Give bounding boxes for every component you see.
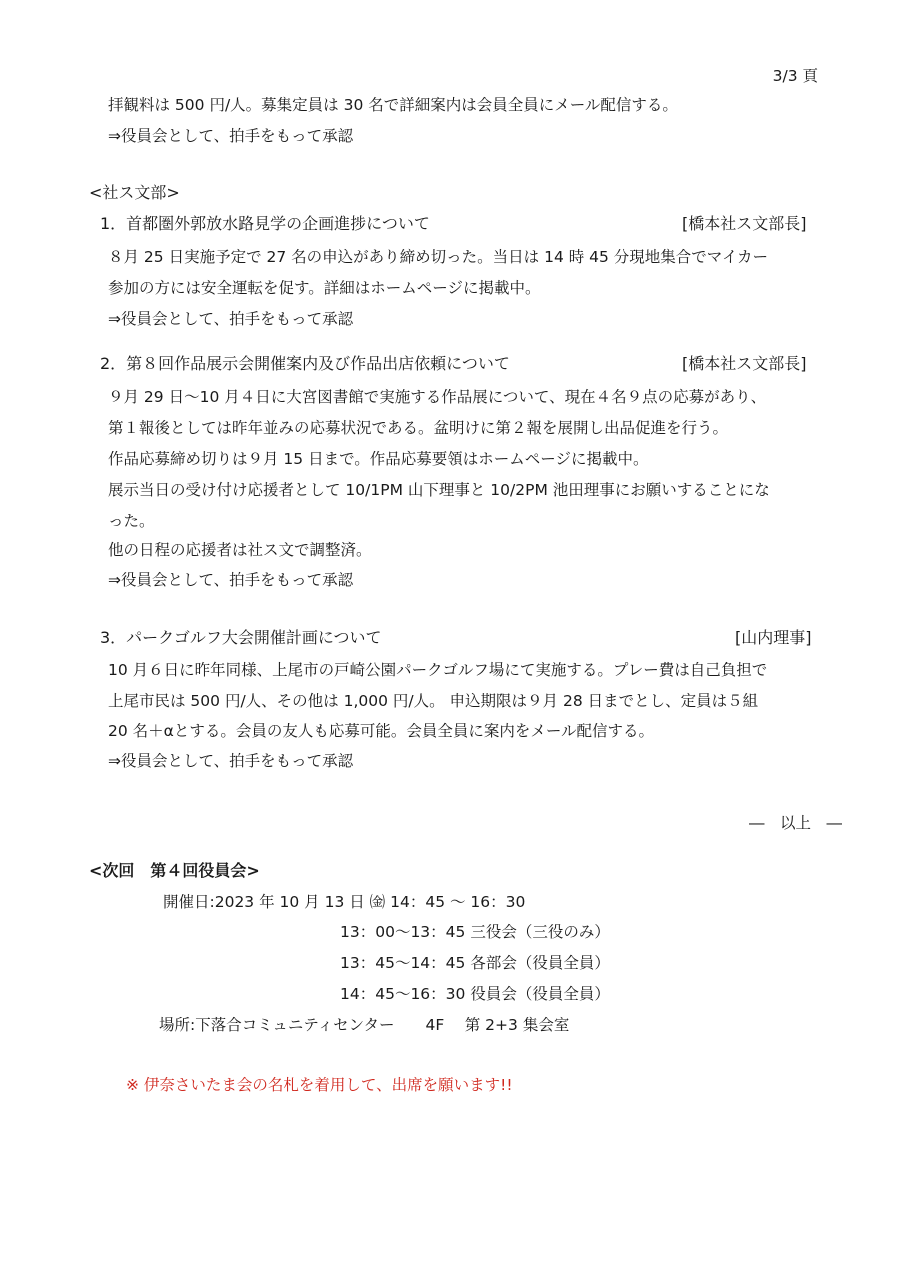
item-2-line: 第１報後としては昨年並みの応募状況である。盆明けに第２報を展開し出品促進を行う。 — [108, 419, 729, 437]
item-2-line: ９月 29 日～10 月４日に大宮図書館で実施する作品展について、現在４名９点の応募があり、 — [108, 388, 767, 406]
item-1-reporter: [橋本社ス文部長] — [682, 214, 807, 233]
item-3-reporter: [山内理事] — [735, 628, 812, 647]
item-2-line: 他の日程の応援者は社ス文で調整済。 — [108, 541, 372, 559]
item-2-line: 作品応募締め切りは９月 15 日まで。作品応募要領はホームページに掲載中。 — [108, 450, 649, 468]
item-3-line: 10 月６日に昨年同様、上尾市の戸崎公園パークゴルフ場にて実施する。プレー費は自己負担で — [108, 661, 768, 679]
item-2-heading: 2．第８回作品展示会開催案内及び作品出店依頼について — [100, 354, 510, 373]
item-2-approval: ⇒役員会として、拍手をもって承認 — [108, 571, 354, 589]
item-1-line: ８月 25 日実施予定で 27 名の申込があり締め切った。当日は 14 時 45 分現地集合でマイカー — [108, 248, 769, 266]
section-title: <社ス文部> — [89, 183, 180, 202]
next-meeting-title: <次回 第４回役員会> — [89, 861, 260, 880]
item-1-approval: ⇒役員会として、拍手をもって承認 — [108, 310, 354, 328]
item-2-line: った。 — [108, 512, 155, 530]
meeting-place: 場所:下落合コミュニティセンター 4F 第 2+3 集会室 — [159, 1016, 570, 1034]
schedule-line: 13：00～13：45 三役会（三役のみ） — [340, 923, 610, 941]
item-3-approval: ⇒役員会として、拍手をもって承認 — [108, 752, 354, 770]
item-3-line: 20 名＋αとする。会員の友人も応募可能。会員全員に案内をメール配信する。 — [108, 722, 655, 740]
intro-text: 拝観料は 500 円/人。募集定員は 30 名で詳細案内は会員全員にメール配信する。 — [108, 96, 678, 114]
page-number: 3/3 頁 — [772, 67, 818, 85]
item-1-line: 参加の方には安全運転を促す。詳細はホームページに掲載中。 — [108, 279, 541, 297]
item-1-heading: 1．首都圏外郭放水路見学の企画進捗について — [100, 214, 430, 233]
item-2-reporter: [橋本社ス文部長] — [682, 354, 807, 373]
intro-approval: ⇒役員会として、拍手をもって承認 — [108, 127, 354, 145]
next-meeting-date: 開催日:2023 年 10 月 13 日 ㈮ 14：45 ～ 16：30 — [163, 893, 526, 911]
item-3-line: 上尾市民は 500 円/人、その他は 1,000 円/人。 申込期限は９月 28 日までとし、定員は５組 — [108, 692, 759, 710]
item-2-line: 展示当日の受け付け応援者として 10/1PM 山下理事と 10/2PM 池田理事にお願いすることにな — [108, 481, 770, 499]
notice-text: ※ 伊奈さいたま会の名札を着用して、出席を願います!! — [126, 1076, 513, 1094]
schedule-line: 14：45～16：30 役員会（役員全員） — [340, 985, 610, 1003]
closing-mark: ― 以上 ― — [748, 814, 842, 832]
item-3-heading: 3．パークゴルフ大会開催計画について — [100, 628, 382, 647]
schedule-line: 13：45～14：45 各部会（役員全員） — [340, 954, 610, 972]
